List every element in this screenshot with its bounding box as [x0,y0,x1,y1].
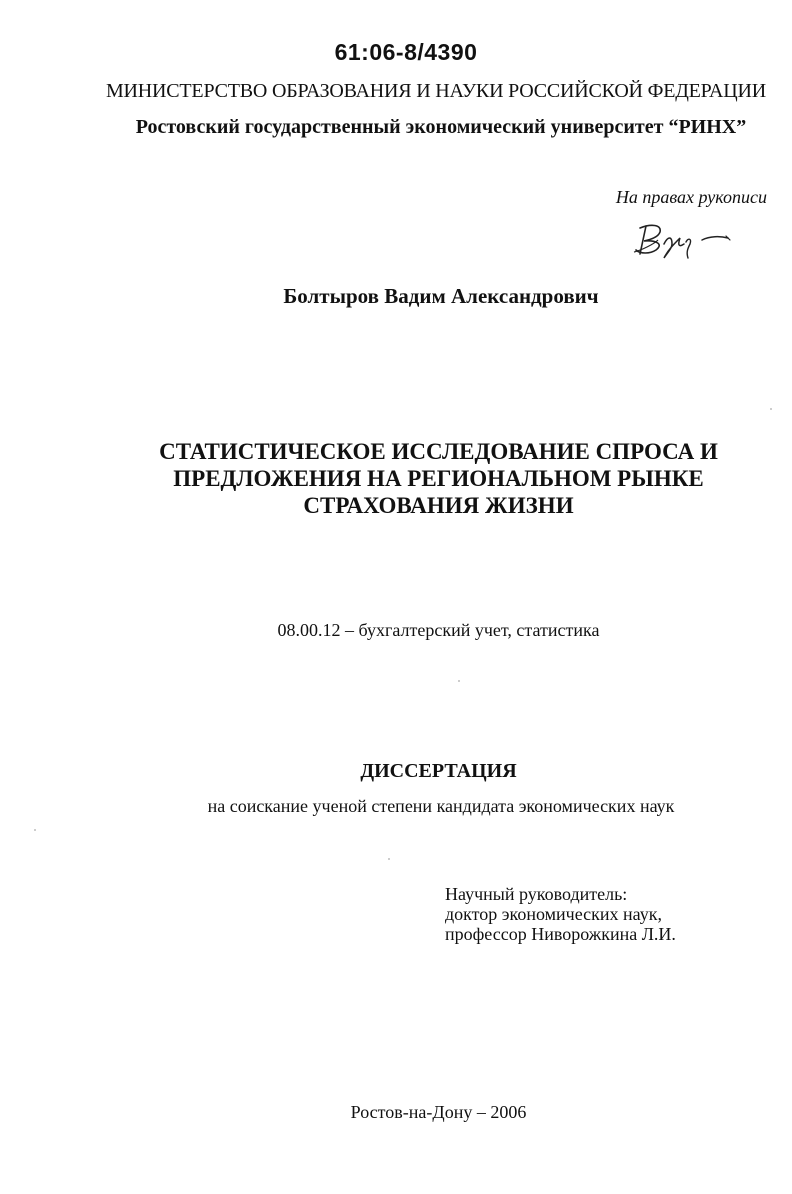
supervisor-name: профессор Ниворожкина Л.И. [445,924,676,944]
supervisor-block [445,884,676,944]
university-heading: Ростовский государственный экономический университет “РИНХ” [135,116,747,138]
scan-speck [34,829,36,831]
dissertation-title [0,438,792,519]
supervisor-degree: доктор экономических наук, [445,904,662,924]
title-line: СТАТИСТИЧЕСКОЕ ИССЛЕДОВАНИЕ СПРОСА И [159,439,718,464]
title-line: ПРЕДЛОЖЕНИЯ НА РЕГИОНАЛЬНОМ РЫНКЕ [173,466,704,491]
degree-statement: на соискание ученой степени кандидата экономических наук [207,796,675,816]
supervisor-label: Научный руководитель: [445,884,628,904]
scan-speck [388,858,390,860]
scan-speck [458,680,460,682]
scan-speck [770,408,772,410]
author-name: Болтыров Вадим Александрович [283,284,599,308]
author-signature [628,214,738,264]
manuscript-rights-note: На правах рукописи [615,187,767,207]
specialty-code: 08.00.12 – бухгалтерский учет, статистика [277,620,600,640]
work-type: ДИССЕРТАЦИЯ [360,760,517,782]
city-year: Ростов-на-Дону – 2006 [350,1102,527,1122]
ministry-heading: МИНИСТЕРСТВО ОБРАЗОВАНИЯ И НАУКИ РОССИЙСКОЙ ФЕДЕРАЦИИ [105,80,767,102]
title-line: СТРАХОВАНИЯ ЖИЗНИ [303,493,574,518]
catalog-number: 61:06-8/4390 [334,39,478,65]
